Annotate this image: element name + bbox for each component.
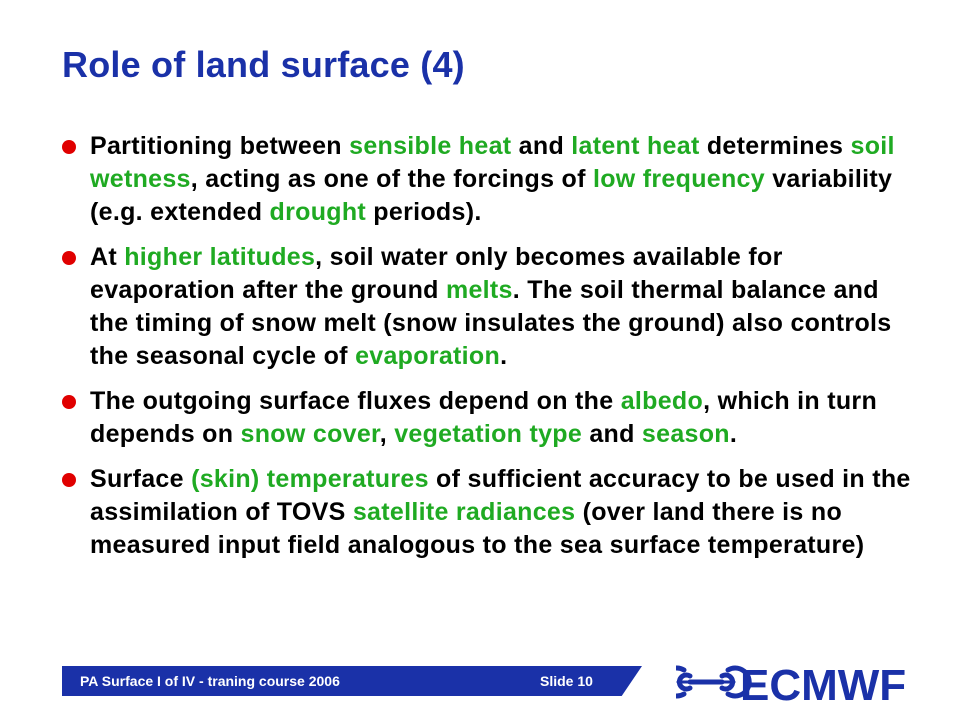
highlighted-term: melts [445,276,513,304]
bullet-text: and [511,132,572,160]
bullet-text: The outgoing surface fluxes depend on the [90,387,621,415]
bullet-dot-icon [62,140,76,154]
slide-number: Slide 10 [540,673,593,689]
highlighted-term: albedo [620,387,704,415]
bullet-list [62,130,922,574]
bullet-dot-icon [62,395,76,409]
highlighted-term: higher latitudes [124,243,316,271]
bullet-item [62,463,922,562]
bullet-text: Surface [90,465,192,493]
highlighted-term: latent heat [571,132,700,160]
bullet-text: . [500,342,508,370]
bullet-text: . [729,420,738,448]
highlighted-term: (skin) temperatures [191,465,429,493]
ecmwf-logo [676,656,906,708]
highlighted-term: sensible heat [349,132,512,160]
bullet-dot-icon [62,251,76,265]
highlighted-term: snow cover [240,420,380,448]
bullet-text: , soil water only becomes available for evaporation after the ground [90,243,783,304]
bullet-item [62,130,922,229]
bullet-dot-icon [62,473,76,487]
highlighted-term: evaporation [355,342,501,370]
bullet-text: . The soil thermal balance and the timing of snow melt (snow insulates the ground) also controls the seasonal cycle of [90,276,892,370]
highlighted-term: season [641,420,730,448]
bullet-text: , [379,420,395,448]
bullet-text: (over land there is no measured input field analogous to the sea surface temperature) [90,498,865,559]
bullet-text: variability (e.g. extended [90,165,893,226]
slide-title: Role of land surface (4) [62,44,465,85]
footer-course-label: PA Surface I of IV - traning course 2006 [80,673,340,689]
bullet-text: determines [699,132,851,160]
bullet-text: , which in turn depends on [90,387,878,448]
bullet-text: and [582,420,642,448]
highlighted-term: drought [269,198,367,226]
bullet-text: of sufficient accuracy to be used in the assimilation of TOVS [90,465,911,526]
ecmwf-logo-icon [676,668,749,696]
bullet-text: periods). [366,198,482,226]
highlighted-term: soil wetness [90,132,895,193]
highlighted-term: vegetation type [394,420,583,448]
highlighted-term: satellite radiances [352,498,576,526]
bullet-text: , acting as one of the forcings of [190,165,593,193]
bullet-text: Partitioning between [90,132,350,160]
bullet-item [62,385,922,451]
ecmwf-logo-text: ECMWF [740,661,906,708]
bullet-item [62,241,922,373]
bullet-text: At [90,243,125,271]
highlighted-term: low frequency [592,165,765,193]
